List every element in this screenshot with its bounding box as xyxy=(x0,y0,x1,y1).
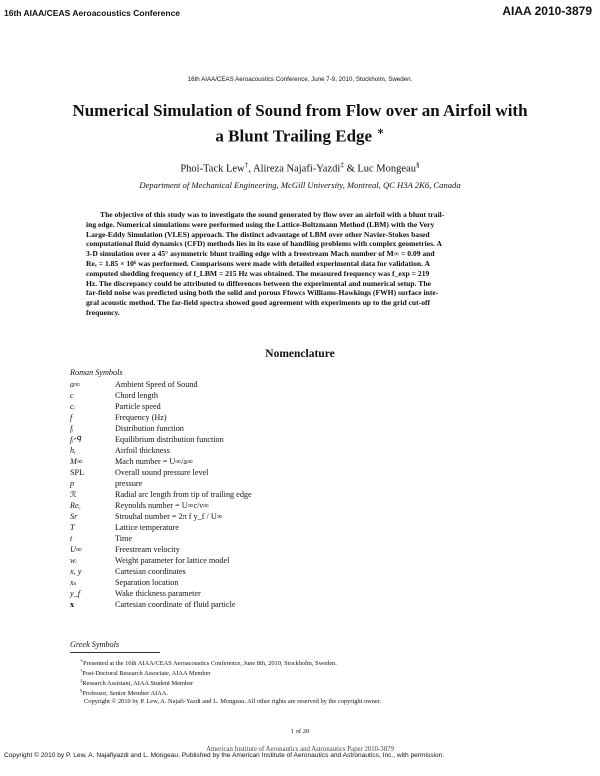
symbol-description: Chord length xyxy=(115,391,158,400)
abstract-line: The objective of this study was to investigate the sound generated by flow over an airfoil with a blunt trail- xyxy=(100,210,445,219)
symbol: fᵢᵉᑫ xyxy=(70,435,81,444)
author-1: Phoi-Tack Lew xyxy=(180,163,245,175)
footnote-3 xyxy=(80,678,193,687)
nomenclature-heading: Nomenclature xyxy=(265,348,335,360)
symbol: xₛ xyxy=(70,578,77,587)
symbol: ℛ xyxy=(70,490,77,499)
symbol-description: Cartesian coordinate of fluid particle xyxy=(115,600,236,609)
title-line-2 xyxy=(40,121,560,147)
abstract-line: 3-D simulation over a 45° asymmetric blunt trailing edge with a freestream Mach number of M∞ = 0.09 and xyxy=(86,249,435,259)
symbol-row xyxy=(70,599,530,610)
page-number: 1 of 20 xyxy=(290,728,310,735)
symbol-row xyxy=(70,379,530,390)
abstract-line: far-field noise was predicted using both the solid and porous Ffowcs Williams-Hawkings (FWH) surface inte- xyxy=(86,288,439,298)
symbol: Sr xyxy=(70,512,78,521)
symbol: x, y xyxy=(70,567,82,576)
footnote-text: Post-Doctoral Research Associate, AIAA Member xyxy=(82,670,211,678)
top-banner xyxy=(0,0,600,30)
symbol: cᵢ xyxy=(70,402,75,411)
symbol: p xyxy=(70,479,75,488)
symbol-description: Airfoil thickness xyxy=(115,446,170,455)
symbol-description: Mach number = U∞/a∞ xyxy=(115,457,193,466)
footer-journal: American Institute of Aeronautics and Astronautics Paper 2010-3879 xyxy=(206,746,394,753)
symbol: x xyxy=(70,600,75,609)
abstract xyxy=(86,210,518,318)
title-line-1: Numerical Simulation of Sound from Flow over an Airfoil with xyxy=(72,101,528,120)
symbol-row xyxy=(70,522,530,533)
author-sep-1: , xyxy=(248,163,253,175)
symbol-description: Particle speed xyxy=(115,402,161,411)
footnote-4 xyxy=(80,688,168,697)
symbol-row xyxy=(70,423,530,434)
symbol-description: Reynolds number = U∞c/ν∞ xyxy=(115,501,209,510)
symbol-row xyxy=(70,467,530,478)
symbol-row xyxy=(70,478,530,489)
symbol: t xyxy=(70,534,73,543)
footnote-text: Presented at the 16th AIAA/CEAS Aeroacoustics Conference, June 8th, 2010, Stockholm, Sweden. xyxy=(83,660,337,668)
roman-symbol-list xyxy=(70,379,530,610)
symbol-description: Lattice temperature xyxy=(115,523,179,532)
author-3-mark: § xyxy=(415,160,420,169)
symbol-row xyxy=(70,511,530,522)
symbol-row xyxy=(70,489,530,500)
symbol: hₑ xyxy=(70,446,77,455)
symbol-description: Separation location xyxy=(115,578,179,587)
footnote-1 xyxy=(80,658,337,667)
symbol-row xyxy=(70,390,530,401)
author-list xyxy=(0,160,600,175)
symbol: a∞ xyxy=(70,380,80,389)
symbol: fᵢ xyxy=(70,424,74,433)
symbol-row xyxy=(70,577,530,588)
symbol-row xyxy=(70,588,530,599)
footer-copyright: Copyright © 2010 by P. Lew, A. Najafiyazdi and L. Mongeau. Published by the American Institute of Aeronautics and Astronautics, Inc., with permission. xyxy=(4,752,445,759)
symbol-description: Wake thickness parameter xyxy=(115,589,201,598)
symbol-row xyxy=(70,544,530,555)
paper-title xyxy=(40,100,560,147)
symbol-description: Strouhal number = 2π f y_f / U∞ xyxy=(115,512,223,521)
greek-symbols-label: Greek Symbols xyxy=(70,640,120,649)
abstract-line: Hz. The discrepancy could be attributed to differences between the experimental and numerical setup. The xyxy=(86,278,431,288)
footnote-mark: § xyxy=(80,688,83,693)
symbol-description: Freestream velocity xyxy=(115,545,180,554)
symbol-row xyxy=(70,401,530,412)
roman-symbols-label: Roman Symbols xyxy=(70,368,123,377)
symbol: c xyxy=(70,391,74,400)
author-2: Alireza Najafi-Yazdi xyxy=(252,163,341,175)
symbol-description: Time xyxy=(115,534,132,543)
author-3: Luc Mongeau xyxy=(357,163,416,175)
abstract-line: Large-Eddy Simulation (VLES) approach. The distinct advantage of LBM over other Navier-Stokes based xyxy=(86,229,430,239)
abstract-line: computed shedding frequency of f_LBM = 215 Hz was obtained. The measured frequency was f_exp = 219 xyxy=(86,268,430,278)
title-line-2-text: a Blunt Trailing Edge xyxy=(215,126,373,146)
abstract-line: frequency. xyxy=(86,307,120,317)
symbol-row xyxy=(70,500,530,511)
symbol: U∞ xyxy=(70,545,82,554)
symbol-description: Radial arc length from tip of trailing edge xyxy=(115,490,252,499)
footnote-rule xyxy=(70,652,160,653)
symbol-row xyxy=(70,434,530,445)
footnote-mark: ‡ xyxy=(80,678,83,683)
symbol-description: Weight parameter for lattice model xyxy=(115,556,230,565)
banner-conference: 16th AIAA/CEAS Aeroacoustics Conference xyxy=(4,8,181,18)
abstract-line: computational fluid dynamics (CFD) methods lies in its ease of handling problems with complex geometries. A xyxy=(86,239,442,249)
affiliation: Department of Mechanical Engineering, McGill University, Montreal, QC H3A 2K6, Canada xyxy=(139,180,461,190)
symbol: f xyxy=(70,413,73,422)
symbol-row xyxy=(70,412,530,423)
abstract-line: gral acoustic method. The far-field spectra showed good agreement with experiments up to the grid cut-off xyxy=(86,298,431,308)
author-2-mark: ‡ xyxy=(340,160,344,169)
symbol-description: Cartesian coordinates xyxy=(115,567,186,576)
author-sep-2: & xyxy=(343,163,358,175)
symbol-description: Distribution function xyxy=(115,424,184,433)
title-footnote-mark: ∗ xyxy=(376,124,385,138)
footnote-2 xyxy=(80,668,211,677)
conference-line: 16th AIAA/CEAS Aeroacoustics Conference, June 7-9, 2010, Stockholm, Sweden. xyxy=(187,76,413,83)
symbol: y_f xyxy=(70,589,81,598)
banner-paper-id: AIAA 2010-3879 xyxy=(502,4,592,18)
symbol: M∞ xyxy=(70,457,83,466)
footnote-mark: ∗ xyxy=(80,658,84,663)
footnote-mark: † xyxy=(80,668,83,673)
symbol: T xyxy=(70,523,75,532)
footnote-text: Professor, Senior Member AIAA. xyxy=(82,690,169,698)
symbol-row xyxy=(70,533,530,544)
symbol: wᵢ xyxy=(70,556,77,565)
symbol-description: Overall sound pressure level xyxy=(115,468,209,477)
copyright-notice: Copyright © 2010 by P. Lew, A. Najafi-Yazdi and L. Mongeau. All other rights are reserved by the copyright owner. xyxy=(84,698,382,705)
symbol-description: Ambient Speed of Sound xyxy=(115,380,198,389)
symbol-description: Frequency (Hz) xyxy=(115,413,167,422)
symbol-row xyxy=(70,555,530,566)
symbol-row xyxy=(70,445,530,456)
symbol-description: pressure xyxy=(115,479,143,488)
symbol-row xyxy=(70,566,530,577)
symbol-row xyxy=(70,456,530,467)
abstract-line: ing edge. Numerical simulations were performed using the Lattice-Boltzmann Method (LBM) with the Very xyxy=(86,219,435,229)
footnote-text: Research Assistant, AIAA Student Member xyxy=(82,680,194,688)
symbol-description: Equilibrium distribution function xyxy=(115,435,224,444)
symbol: SPL xyxy=(70,468,85,477)
symbol: Reₑ xyxy=(70,501,81,510)
abstract-line: Reₑ = 1.85 × 10⁶ was performed. Comparisons were made with detailed experimental data for validation. A xyxy=(86,258,430,268)
author-1-mark: † xyxy=(244,160,249,169)
